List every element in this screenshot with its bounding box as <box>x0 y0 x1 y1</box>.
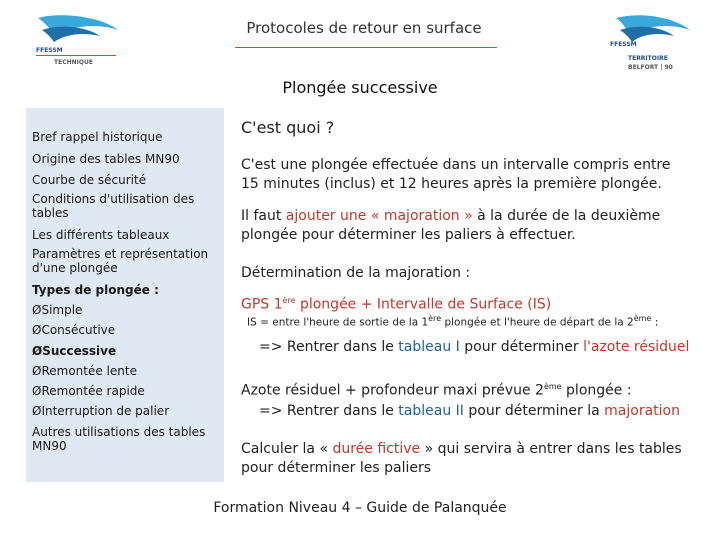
content-step-tableau-i: => Rentrer dans le tableau I pour déterminer l'azote résiduel <box>259 339 690 355</box>
sidebar-item-simple: ØSimple <box>32 303 83 317</box>
sidebar-item-parametres: Paramètres et représentation d'une plongée <box>32 247 209 275</box>
slide-title: Plongée successive <box>282 78 438 97</box>
header-title: Protocoles de retour en surface <box>246 19 482 37</box>
sidebar-item-courbe: Courbe de sécurité <box>32 173 147 187</box>
content-majoration-note: Il faut ajouter une « majoration » à la durée de la deuxième plongée pour déterminer les paliers à effectuer. <box>241 208 661 243</box>
logo-left-brand: FFESSM <box>36 47 63 54</box>
content-step-tableau-ii: => Rentrer dans le tableau II pour déterminer la majoration <box>259 403 680 419</box>
content-duree-fictive: Calculer la « durée fictive » qui servira à entrer dans les tables pour déterminer les paliers <box>241 441 682 476</box>
logo-right-line1: TERRITOIRE <box>628 55 668 62</box>
logo-right-brand: FFESSM <box>610 41 637 48</box>
sidebar-item-autres: Autres utilisations des tables MN90 <box>32 425 206 453</box>
logo-left-tag: TECHNIQUE <box>54 59 93 66</box>
content-is-definition: IS = entre l'heure de sortie de la 1ère plongée et l'heure de départ de la 2ème : <box>247 314 659 329</box>
sidebar-item-tableaux: Les différents tableaux <box>32 228 170 242</box>
content-definition: C'est une plongée effectuée dans un intervalle compris entre 15 minutes (inclus) et 12 heures après la première plongée. <box>241 157 671 192</box>
sidebar-item-successive: ØSuccessive <box>32 344 117 358</box>
sidebar-item-consecutive: ØConsécutive <box>32 323 116 337</box>
logo-right-line2: BELFORT | 90 <box>628 64 673 71</box>
ffessm-territoire-belfort-logo <box>606 14 696 76</box>
content-azote-formula: Azote résiduel + profondeur maxi prévue 2ème plongée : <box>241 382 632 399</box>
footer-text: Formation Niveau 4 – Guide de Palanquée <box>213 500 507 516</box>
content-determination: Détermination de la majoration : <box>241 265 471 281</box>
sidebar-item-types: Types de plongée : <box>32 283 159 297</box>
content-heading: C'est quoi ? <box>241 118 335 137</box>
sidebar-item-remontee-rapide: ØRemontée rapide <box>32 384 145 398</box>
sidebar-item-interruption: ØInterruption de palier <box>32 404 170 418</box>
sidebar-item-conditions: Conditions d'utilisation des tables <box>32 192 195 220</box>
content-gps-formula: GPS 1ère plongée + Intervalle de Surface (IS) <box>241 296 552 313</box>
sidebar-item-historique: Bref rappel historique <box>32 130 163 144</box>
ffessm-technique-logo <box>30 14 125 74</box>
sidebar-item-origine: Origine des tables MN90 <box>32 152 180 166</box>
sidebar-item-remontee-lente: ØRemontée lente <box>32 364 137 378</box>
header-divider <box>235 47 497 48</box>
